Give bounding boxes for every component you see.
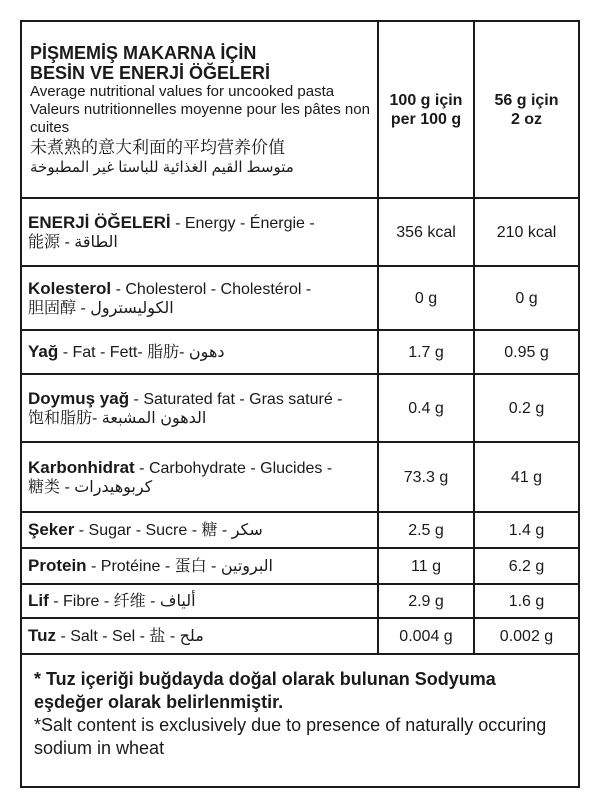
nutrient-translations: - Sugar - Sucre - 糖 - سكر bbox=[74, 522, 263, 539]
nutrient-translations: - Saturated fat - Gras saturé - bbox=[129, 390, 343, 408]
value-per-56g: 6.2 g bbox=[474, 548, 578, 584]
nutrient-cell bbox=[22, 548, 378, 584]
nutrient-cell bbox=[22, 512, 378, 548]
nutrient-translations: - Carbohydrate - Glucides - bbox=[134, 459, 333, 477]
nutrient-translations: - Energy - Énergie - bbox=[170, 214, 315, 232]
nutrient-translations: - Fat - Fett- 脂肪- دهون bbox=[58, 344, 225, 361]
table-row-sugar bbox=[22, 512, 578, 548]
nutrient-name: Kolesterol bbox=[28, 278, 112, 298]
nutrient-translations: - Fibre - 纤维 - ألياف bbox=[48, 593, 196, 610]
nutrient-name: Şeker bbox=[28, 520, 75, 539]
table-row-carbohydrate bbox=[22, 442, 578, 512]
nutrition-label bbox=[20, 20, 580, 788]
column-header-56g bbox=[474, 22, 578, 198]
nutrient-cell bbox=[22, 442, 378, 512]
nutrient-translations: - Protéine - 蛋白 - البروتين bbox=[86, 558, 273, 575]
value-per-56g: 0.95 g bbox=[474, 330, 578, 374]
column-header-100g-line1: 100 g için bbox=[389, 91, 463, 109]
value-per-100g: 356 kcal bbox=[378, 198, 474, 266]
nutrient-name: Doymuş yağ bbox=[28, 388, 130, 408]
nutrient-cell bbox=[22, 266, 378, 330]
header-row bbox=[22, 22, 578, 198]
table-title-line1: PİŞMEMİŞ MAKARNA İÇİN bbox=[30, 42, 257, 63]
nutrition-table bbox=[22, 22, 578, 655]
nutrient-translations-line2: 胆固醇 - الكوليسترول bbox=[28, 299, 174, 317]
value-per-56g: 1.4 g bbox=[474, 512, 578, 548]
nutrient-name: Yağ bbox=[28, 342, 59, 361]
table-row-protein bbox=[22, 548, 578, 584]
nutrient-cell bbox=[22, 330, 378, 374]
table-row-fibre bbox=[22, 584, 578, 618]
table-row-salt bbox=[22, 618, 578, 654]
subtitle-en: Average nutritional values for uncooked pasta bbox=[30, 82, 335, 100]
column-header-100g-line2: per 100 g bbox=[390, 110, 462, 128]
value-per-56g: 0.002 g bbox=[474, 618, 578, 654]
nutrient-cell bbox=[22, 618, 378, 654]
value-per-100g: 0 g bbox=[378, 266, 474, 330]
nutrient-cell bbox=[22, 584, 378, 618]
value-per-100g: 1.7 g bbox=[378, 330, 474, 374]
column-header-56g-line1: 56 g için bbox=[494, 91, 559, 109]
nutrient-name: Lif bbox=[28, 591, 49, 610]
value-per-100g: 0.4 g bbox=[378, 374, 474, 442]
value-per-100g: 11 g bbox=[378, 548, 474, 584]
value-per-100g: 0.004 g bbox=[378, 618, 474, 654]
nutrient-cell bbox=[22, 374, 378, 442]
footnote bbox=[22, 654, 578, 760]
value-per-56g: 1.6 g bbox=[474, 584, 578, 618]
footnote-turkish: * Tuz içeriği buğdayda doğal olarak bulunan Sodyuma eşdeğer olarak belirlenmiştir. bbox=[34, 669, 496, 712]
nutrient-cell bbox=[22, 198, 378, 266]
nutrient-name: ENERJİ ÖĞELERİ bbox=[28, 212, 171, 232]
nutrient-translations-line2: 糖类 - كربوهيدرات bbox=[28, 478, 153, 496]
value-per-56g: 210 kcal bbox=[474, 198, 578, 266]
table-row-saturated-fat bbox=[22, 374, 578, 442]
column-header-56g-line2: 2 oz bbox=[510, 110, 543, 128]
nutrient-translations: - Salt - Sel - 盐 - ملح bbox=[56, 628, 204, 645]
value-per-100g: 2.5 g bbox=[378, 512, 474, 548]
footnote-english: *Salt content is exclusively due to presence of naturally occuring sodium in wheat bbox=[34, 715, 547, 758]
nutrient-name: Tuz bbox=[28, 626, 57, 645]
value-per-56g: 0 g bbox=[474, 266, 578, 330]
header-cell bbox=[22, 22, 378, 198]
table-row-cholesterol bbox=[22, 266, 578, 330]
value-per-100g: 73.3 g bbox=[378, 442, 474, 512]
subtitle-fr: Valeurs nutritionnelles moyenne pour les pâtes non cuites bbox=[30, 100, 370, 136]
value-per-56g: 0.2 g bbox=[474, 374, 578, 442]
table-row-energy bbox=[22, 198, 578, 266]
nutrient-name: Karbonhidrat bbox=[28, 457, 135, 477]
nutrient-name: Protein bbox=[28, 556, 87, 575]
subtitle-ar: متوسط القيم الغذائية للباستا غير المطبوخة bbox=[30, 158, 294, 176]
table-title-line2: BESİN VE ENERJİ ÖĞELERİ bbox=[30, 62, 271, 83]
nutrient-translations: - Cholesterol - Cholestérol - bbox=[111, 280, 312, 298]
subtitle-zh: 未煮熟的意大利面的平均营养价值 bbox=[30, 137, 285, 157]
table-row-fat bbox=[22, 330, 578, 374]
nutrient-translations-line2: 饱和脂肪- الدهون المشبعة bbox=[28, 409, 207, 427]
nutrient-translations-line2: 能源 - الطاقة bbox=[28, 233, 118, 251]
value-per-100g: 2.9 g bbox=[378, 584, 474, 618]
value-per-56g: 41 g bbox=[474, 442, 578, 512]
column-header-100g bbox=[378, 22, 474, 198]
